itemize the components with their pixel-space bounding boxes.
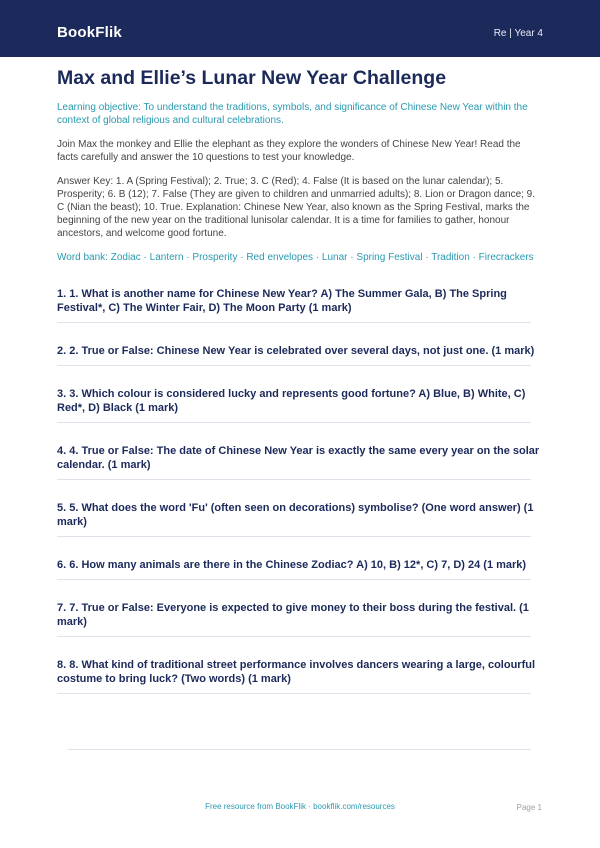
question-6 — [57, 558, 541, 580]
learning-objective: Learning objective: To understand the traditions, symbols, and significance of Chinese New Year within the context of global religious and cultural celebrations. — [57, 102, 528, 126]
question-text: 5. 5. What does the word 'Fu' (often seen on decorations) symbolise? (One word answer) (1 mark) — [57, 502, 534, 528]
question-list — [57, 287, 541, 694]
question-2 — [57, 344, 541, 366]
question-text: 6. 6. How many animals are there in the Chinese Zodiac? A) 10, B) 12*, C) 7, D) 24 (1 mark) — [57, 559, 527, 571]
question-text: 7. 7. True or False: Everyone is expected to give money to their boss during the festival. (1 mark) — [57, 602, 529, 628]
question-3 — [57, 387, 541, 423]
question-8 — [57, 658, 541, 694]
answer-line[interactable] — [57, 536, 531, 537]
worksheet-content — [57, 66, 541, 715]
question-text: 8. 8. What kind of traditional street performance involves dancers wearing a large, colourful costume to bring luck? (Two words) (1 mark) — [57, 659, 536, 685]
answer-line[interactable] — [57, 693, 531, 694]
question-4 — [57, 444, 541, 480]
subject-year-label: Re | Year 4 — [493, 28, 543, 39]
page-title: Max and Ellie’s Lunar New Year Challenge — [57, 67, 447, 89]
question-1 — [57, 287, 541, 323]
page-number: Page 1 — [516, 803, 542, 812]
answer-line[interactable] — [57, 636, 531, 637]
footer-link[interactable]: Free resource from BookFlik · bookflik.com/resources — [205, 802, 395, 811]
answer-line[interactable] — [57, 322, 531, 323]
divider — [68, 749, 531, 750]
word-bank: Word bank: Zodiac · Lantern · Prosperity · Red envelopes · Lunar · Spring Festival · Tradition · Firecrackers — [57, 252, 534, 263]
question-text: 1. 1. What is another name for Chinese New Year? A) The Summer Gala, B) The Spring Festival*, C) The Winter Fair, D) The Moon Party (1 mark) — [57, 288, 507, 314]
question-text: 2. 2. True or False: Chinese New Year is celebrated over several days, not just one. (1 mark) — [57, 345, 535, 357]
answer-line[interactable] — [57, 579, 531, 580]
question-7 — [57, 601, 541, 637]
answer-line[interactable] — [57, 479, 531, 480]
question-text: 3. 3. Which colour is considered lucky and represents good fortune? A) Blue, B) White, C) Red*, D) Black (1 mark) — [57, 388, 526, 414]
header-bar — [0, 0, 600, 57]
answer-line[interactable] — [57, 365, 531, 366]
question-5 — [57, 501, 541, 537]
question-text: 4. 4. True or False: The date of Chinese New Year is exactly the same every year on the solar calendar. (1 mark) — [57, 445, 540, 471]
answer-key: Answer Key: 1. A (Spring Festival); 2. True; 3. C (Red); 4. False (It is based on the lunar calendar); 5. Prosperity; 6. B (12); 7. False (They are given to children and unmarried adults); 8. Lion or Dragon dance; 9. C (Nian the beast); 10. True. Explanation: Chinese New Year, also known as the Spring Festival, marks the beginning of the new year on the traditional lunisolar calendar. It is a time for families to gather, honour ancestors, and welcome good fortune. — [57, 176, 536, 239]
intro-text: Join Max the monkey and Ellie the elephant as they explore the wonders of Chinese New Year! Read the facts carefully and answer the 10 questions to test your knowledge. — [57, 139, 521, 163]
answer-line[interactable] — [57, 422, 531, 423]
brand-logo[interactable]: BookFlik — [57, 24, 122, 41]
